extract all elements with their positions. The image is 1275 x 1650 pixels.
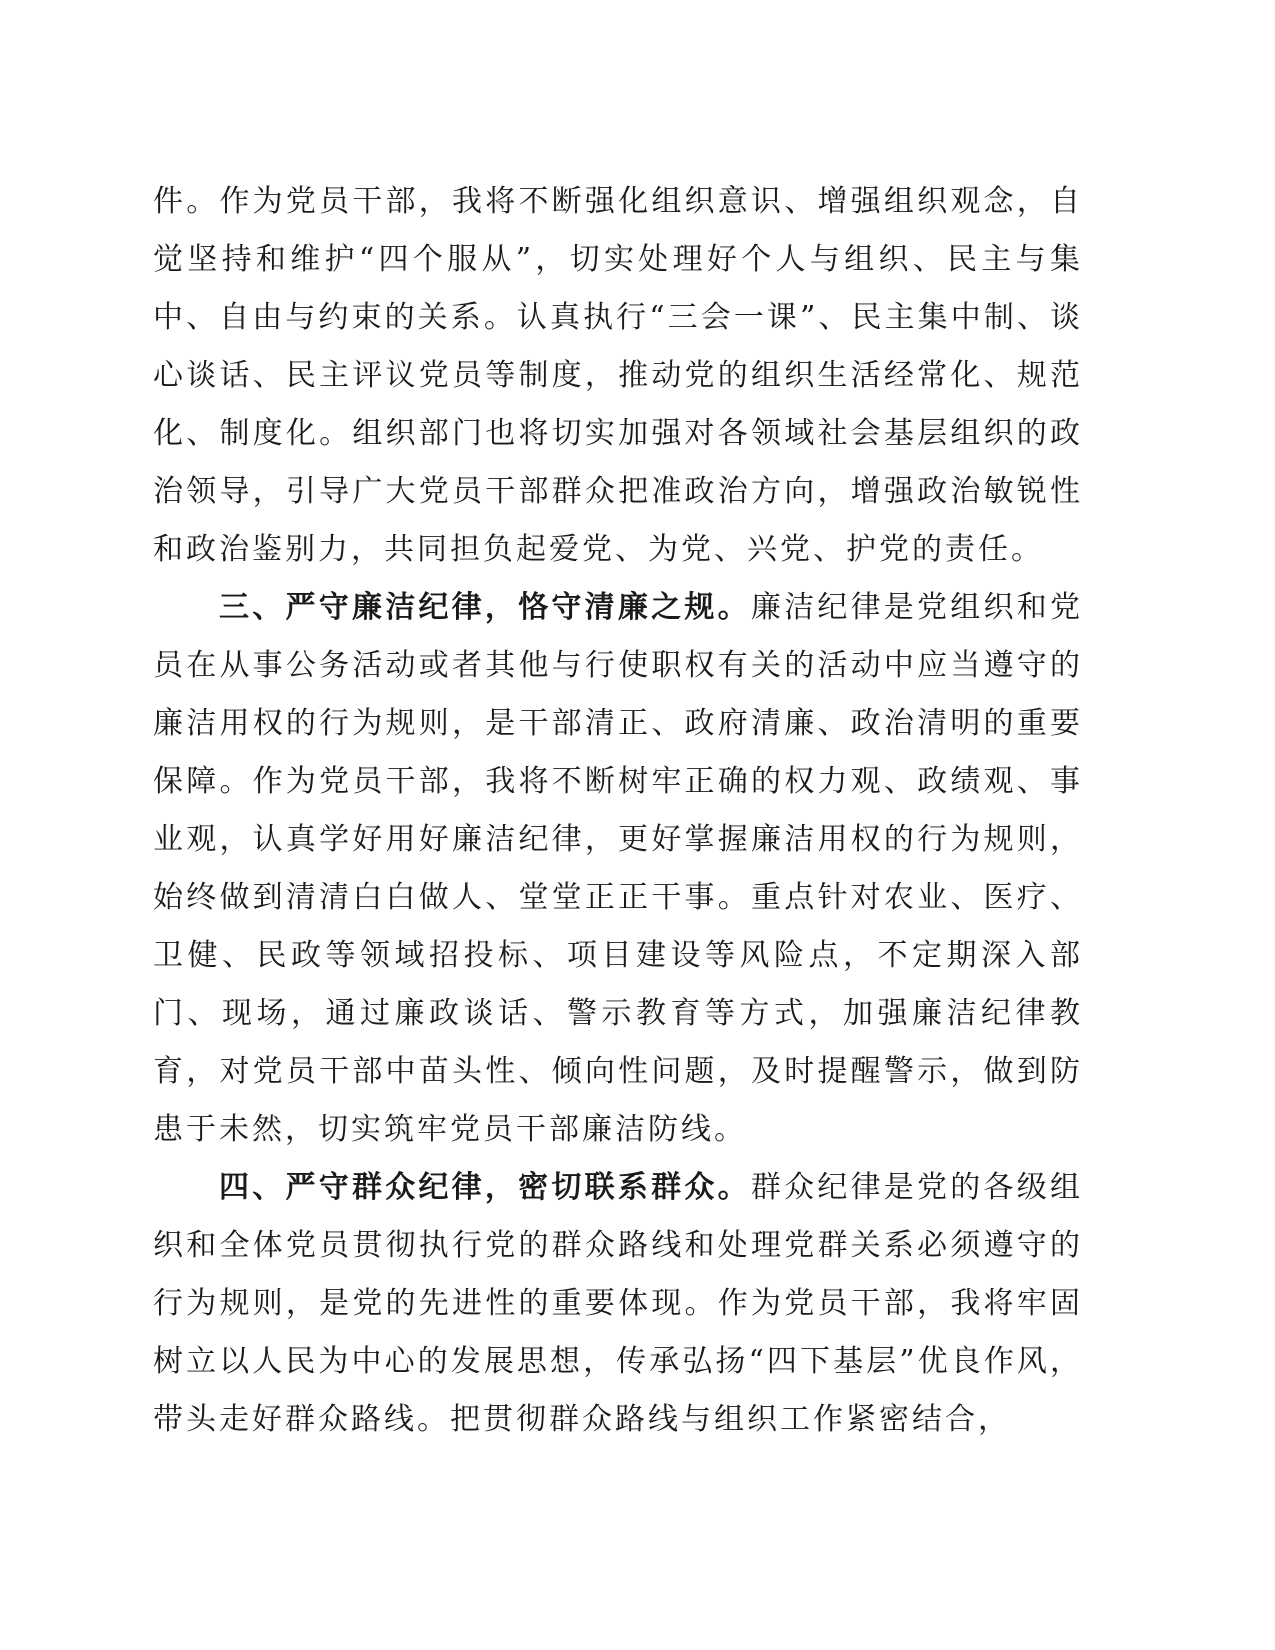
- paragraph-text: 群众纪律是党的各级组织和全体党员贯彻执行党的群众路线和处理党群关系必须遵守的行为规则，是党的先进性的重要体现。作为党员干部，我将牢固树立以人民为中心的发展思想，传承弘扬“四下基层”优良作风，带头走好群众路线。把贯彻群众路线与组织工作紧密结合，: [153, 1170, 1084, 1437]
- paragraph-section-four: [153, 1159, 1083, 1449]
- paragraph-text: 件。作为党员干部，我将不断强化组织意识、增强组织观念，自觉坚持和维护“四个服从”，切实处理好个人与组织、民主与集中、自由与约束的关系。认真执行“三会一课”、民主集中制、谈心谈话、民主评议党员等制度，推动党的组织生活经常化、规范化、制度化。组织部门也将切实加强对各领域社会基层组织的政治领导，引导广大党员干部群众把准政治方向，增强政治敏锐性和政治鉴别力，共同担负起爱党、为党、兴党、护党的责任。: [153, 184, 1083, 567]
- section-heading: 四、严守群众纪律，密切联系群众。: [219, 1170, 751, 1205]
- section-heading: 三、严守廉洁纪律，恪守清廉之规。: [219, 590, 751, 625]
- paragraph-section-three: [153, 579, 1083, 1159]
- document-page: [153, 173, 1083, 1449]
- paragraph-text: 廉洁纪律是党组织和党员在从事公务活动或者其他与行使职权有关的活动中应当遵守的廉洁用权的行为规则，是干部清正、政府清廉、政治清明的重要保障。作为党员干部，我将不断树牢正确的权力观、政绩观、事业观，认真学好用好廉洁纪律，更好掌握廉洁用权的行为规则，始终做到清清白白做人、堂堂正正干事。重点针对农业、医疗、卫健、民政等领域招投标、项目建设等风险点，不定期深入部门、现场，通过廉政谈话、警示教育等方式，加强廉洁纪律教育，对党员干部中苗头性、倾向性问题，及时提醒警示，做到防患于未然，切实筑牢党员干部廉洁防线。: [153, 590, 1084, 1147]
- paragraph-continuation: [153, 173, 1083, 579]
